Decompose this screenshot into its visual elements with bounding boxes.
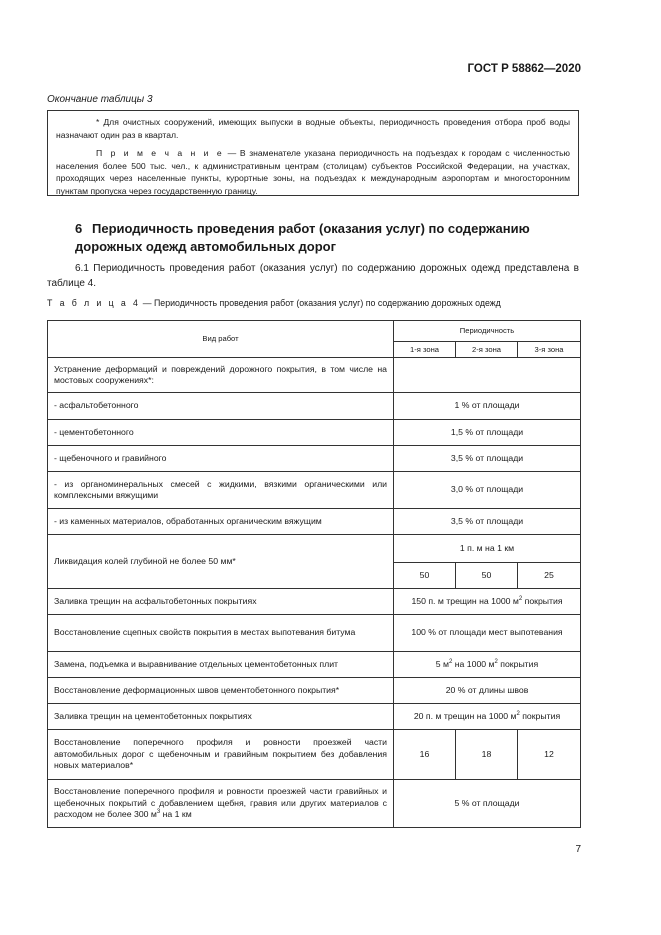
work-text: на 1 км (160, 809, 192, 820)
work-cell: - цементобетонного (48, 420, 394, 446)
work-cell: - щебеночного и гравийного (48, 446, 394, 472)
value-cell: 3,0 % от площади (394, 472, 581, 509)
table-row (48, 615, 581, 652)
note-text: — В знаменателе указана периодичность на подъездах к городам с численностью населения более 500 тыс. чел., к административным центрам (столицам) субъектов Российской Федерации, на участках, проходящих через населенные пункты, курортные зоны, на подъездах к международным аэропортам и многосторонним пунктам пропуска через государственную границу. (56, 148, 570, 196)
table-caption-text: — Периодичность проведения работ (оказания услуг) по содержанию дорожных одежд (140, 298, 501, 308)
zone3-value: 12 (518, 730, 581, 780)
paragraph-6-1: 6.1 Периодичность проведения работ (оказания услуг) по содержанию дорожных одежд представлена в таблице 4. (47, 263, 579, 289)
zone2-value: 18 (456, 730, 518, 780)
value-cell (394, 358, 581, 393)
value-text: 5 м (435, 658, 449, 669)
table-row (48, 472, 581, 509)
header-zone2: 2-я зона (456, 342, 518, 358)
value-cell: 20 % от длины швов (394, 678, 581, 704)
superscript: 2 (516, 710, 520, 717)
work-cell: Восстановление поперечного профиля и ровности проезжей части автомобильных дорог с щебеночным и гравийным покрытием без добавления новых материалов* (48, 730, 394, 780)
value-cell (394, 589, 581, 615)
work-cell: - из органоминеральных смесей с жидкими, вязкими органическими или комплексными вяжущими (48, 472, 394, 509)
superscript: 2 (449, 658, 453, 665)
value-cell: 1,5 % от площади (394, 420, 581, 446)
value-cell (394, 704, 581, 730)
work-cell: Заливка трещин на асфальтобетонных покрытиях (48, 589, 394, 615)
header-work-type: Вид работ (48, 321, 394, 358)
work-cell (48, 780, 394, 828)
table-row (48, 589, 581, 615)
table-row (48, 704, 581, 730)
superscript: 2 (518, 595, 523, 602)
value-text: покрытия (497, 658, 539, 669)
page-number: 7 (575, 844, 581, 855)
work-cell: Ликвидация колей глубиной не более 50 мм* (48, 535, 394, 589)
table-row (48, 393, 581, 420)
work-cell: Устранение деформаций и повреждений дорожного покрытия, в том числе на мостовых сооружениях*: (48, 358, 394, 393)
footnote: * Для очистных сооружений, имеющих выпуски в водные объекты, периодичность проведения отбора проб воды назначают один раз в квартал. (56, 117, 570, 140)
work-cell: - асфальтобетонного (48, 393, 394, 420)
zone3-value: 25 (518, 563, 581, 589)
value-cell: 3,5 % от площади (394, 509, 581, 535)
table-row (48, 535, 581, 563)
value-cell: 1 % от площади (394, 393, 581, 420)
zone2-value: 50 (456, 563, 518, 589)
table-row (48, 730, 581, 780)
table-row (48, 509, 581, 535)
work-cell: Заливка трещин на цементобетонных покрытиях (48, 704, 394, 730)
table-row (48, 678, 581, 704)
section-number: 6 (75, 221, 83, 236)
value-text: покрытия (519, 710, 561, 721)
table-caption (47, 298, 501, 308)
value-cell: 1 п. м на 1 км (394, 535, 581, 563)
value-cell: 100 % от площади мест выпотевания (394, 615, 581, 652)
work-cell: Восстановление деформационных швов цементобетонного покрытия* (48, 678, 394, 704)
value-text: 20 п. м трещин на 1000 м (413, 710, 517, 721)
zone1-value: 16 (394, 730, 456, 780)
note (56, 147, 570, 197)
value-cell: 5 % от площади (394, 780, 581, 828)
work-cell: - из каменных материалов, обработанных органическим вяжущим (48, 509, 394, 535)
value-cell: 3,5 % от площади (394, 446, 581, 472)
table-row (48, 780, 581, 828)
work-text: Восстановление поперечного профиля и ровности проезжей части гравийных и щебеночных покрытий с добавлением щебня, гравия или других материалов с расходом не более 300 м (54, 786, 387, 820)
value-text: покрытия (522, 595, 563, 606)
table-row (48, 446, 581, 472)
section-title: Периодичность проведения работ (оказания услуг) по содержанию дорожных одежд автомобильных дорог (75, 221, 530, 254)
value-text: 150 п. м трещин на 1000 м (411, 595, 519, 606)
table-caption-label: Т а б л и ц а 4 (47, 298, 141, 308)
work-cell: Замена, подъемка и выравнивание отдельных цементобетонных плит (48, 652, 394, 678)
superscript: 2 (494, 658, 498, 665)
table-continuation-label: Окончание таблицы 3 (47, 94, 153, 105)
table-row (48, 420, 581, 446)
zone1-value: 50 (394, 563, 456, 589)
standard-code: ГОСТ Р 58862—2020 (467, 63, 581, 75)
table-row (48, 358, 581, 393)
table-row (48, 652, 581, 678)
table3-notes-box (47, 110, 579, 196)
section-heading (75, 220, 580, 256)
value-cell (394, 652, 581, 678)
value-text: на 1000 м (452, 658, 495, 669)
header-zone3: 3-я зона (518, 342, 581, 358)
header-zone1: 1-я зона (394, 342, 456, 358)
superscript: 3 (156, 809, 161, 816)
header-frequency: Периодичность (394, 321, 581, 342)
work-cell: Восстановление сцепных свойств покрытия в местах выпотевания битума (48, 615, 394, 652)
frequency-table (47, 320, 581, 828)
note-label: П р и м е ч а н и е (96, 148, 225, 158)
